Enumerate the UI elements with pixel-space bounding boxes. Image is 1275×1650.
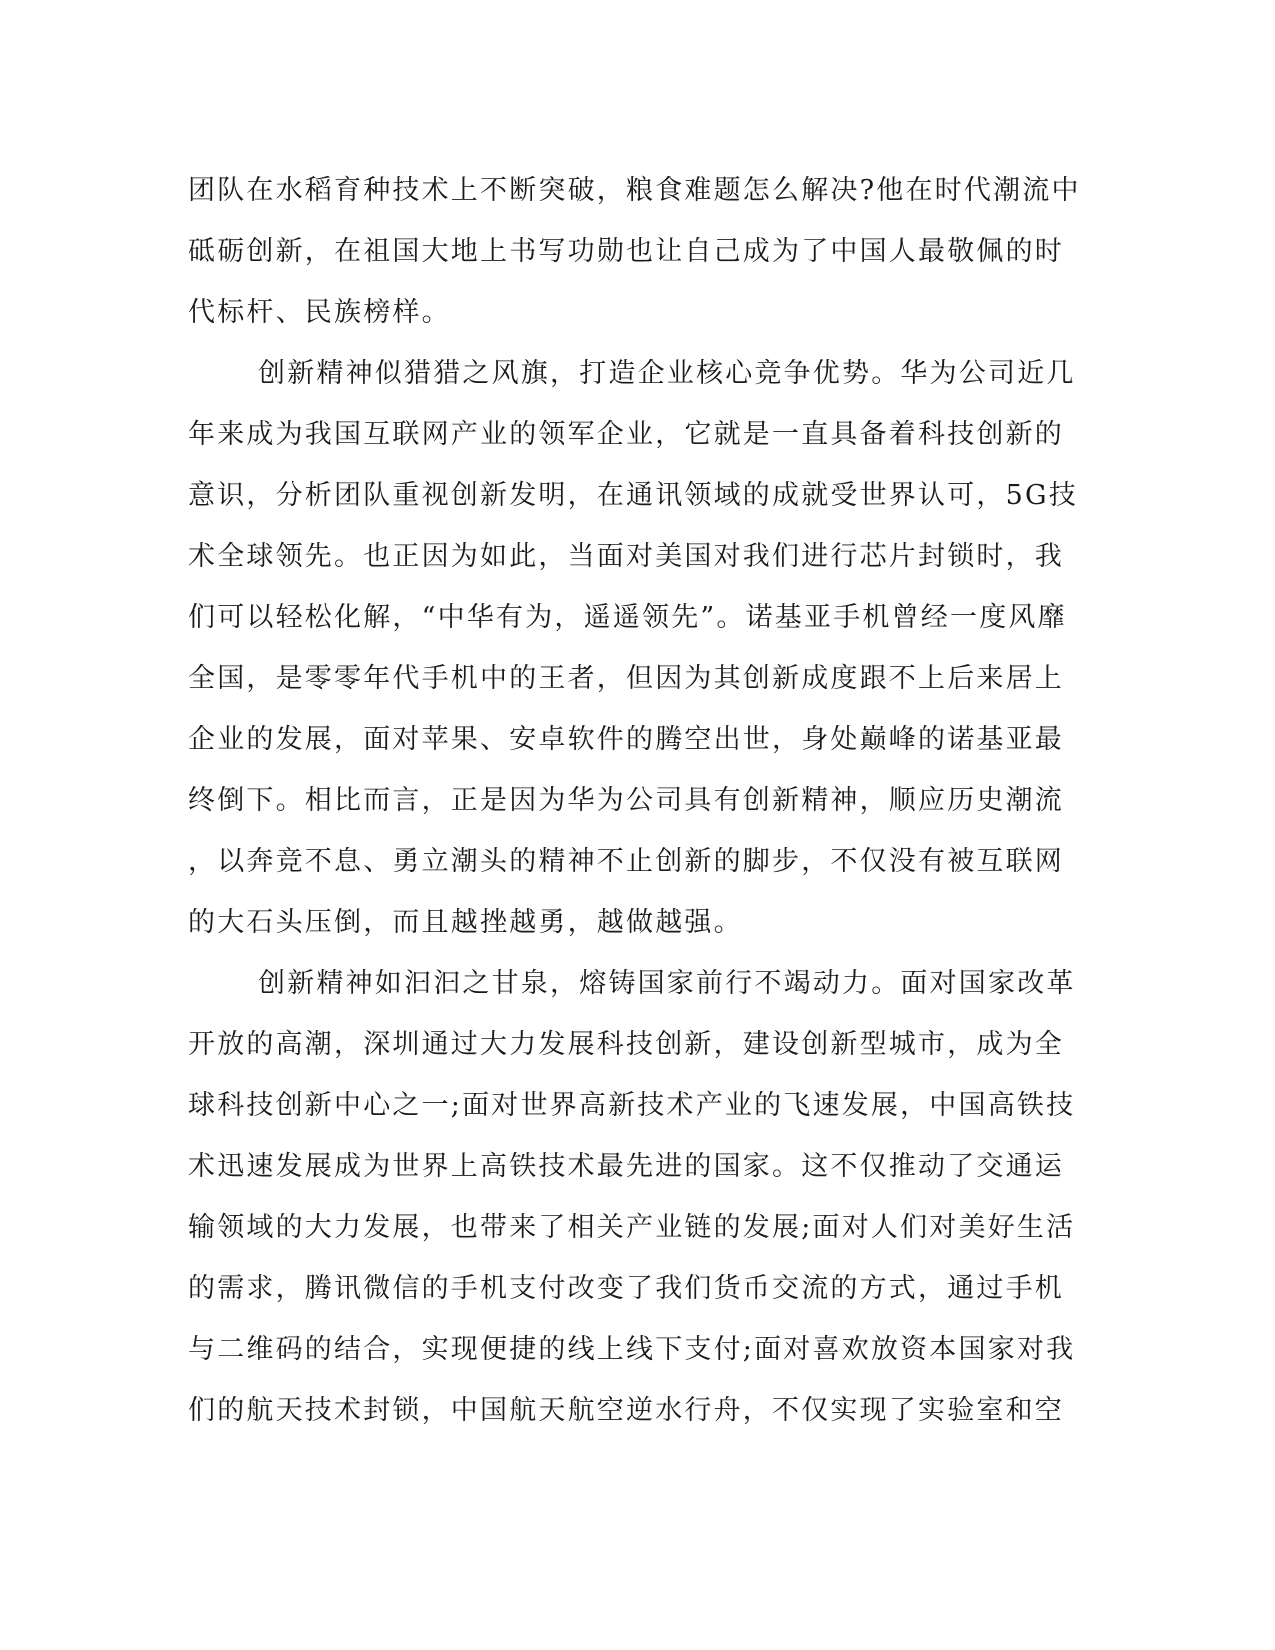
text-line-first: 创新精神如汩汩之甘泉，熔铸国家前行不竭动力。面对国家改革 — [258, 968, 1076, 999]
text-line: 企业的发展，面对苹果、安卓软件的腾空出世，身处巅峰的诺基亚最 — [188, 724, 1064, 755]
body-text — [188, 160, 1081, 1441]
text-line: 输领域的大力发展，也带来了相关产业链的发展;面对人们对美好生活 — [188, 1212, 1076, 1243]
text-line: 全国，是零零年代手机中的王者，但因为其创新成度跟不上后来居上 — [188, 663, 1064, 694]
text-line: 们的航天技术封锁，中国航天航空逆水行舟，不仅实现了实验室和空 — [188, 1395, 1064, 1426]
text-line: 术全球领先。也正因为如此，当面对美国对我们进行芯片封锁时，我 — [188, 541, 1064, 572]
text-line: 球科技创新中心之一;面对世界高新技术产业的飞速发展，中国高铁技 — [188, 1090, 1076, 1121]
text-line: 终倒下。相比而言，正是因为华为公司具有创新精神，顺应历史潮流 — [188, 785, 1064, 816]
text-line-first: 创新精神似猎猎之风旗，打造企业核心竞争优势。华为公司近几 — [258, 358, 1076, 389]
text-line: 的大石头压倒，而且越挫越勇，越做越强。 — [188, 907, 743, 938]
text-line: 团队在水稻育种技术上不断突破，粮食难题怎么解决?他在时代潮流中 — [188, 175, 1081, 206]
paragraph — [188, 343, 1078, 953]
text-line: 术迅速发展成为世界上高铁技术最先进的国家。这不仅推动了交通运 — [188, 1151, 1064, 1182]
text-line: 代标杆、民族榜样。 — [188, 297, 451, 328]
text-line: 意识，分析团队重视创新发明，在通讯领域的成就受世界认可，5G技 — [188, 480, 1078, 511]
paragraph — [188, 953, 1076, 1441]
text-line: 开放的高潮，深圳通过大力发展科技创新，建设创新型城市，成为全 — [188, 1029, 1064, 1060]
text-line: 年来成为我国互联网产业的领军企业，它就是一直具备着科技创新的 — [188, 419, 1064, 450]
text-line: 砥砺创新，在祖国大地上书写功勋也让自己成为了中国人最敬佩的时 — [188, 236, 1064, 267]
text-line: 们可以轻松化解，“中华有为，遥遥领先”。诺基亚手机曾经一度风靡 — [188, 602, 1067, 633]
text-line: ，以奔竞不息、勇立潮头的精神不止创新的脚步，不仅没有被互联网 — [188, 846, 1064, 877]
text-line: 的需求，腾讯微信的手机支付改变了我们货币交流的方式，通过手机 — [188, 1273, 1064, 1304]
paragraph — [188, 160, 1081, 343]
text-line: 与二维码的结合，实现便捷的线上线下支付;面对喜欢放资本国家对我 — [188, 1334, 1076, 1365]
